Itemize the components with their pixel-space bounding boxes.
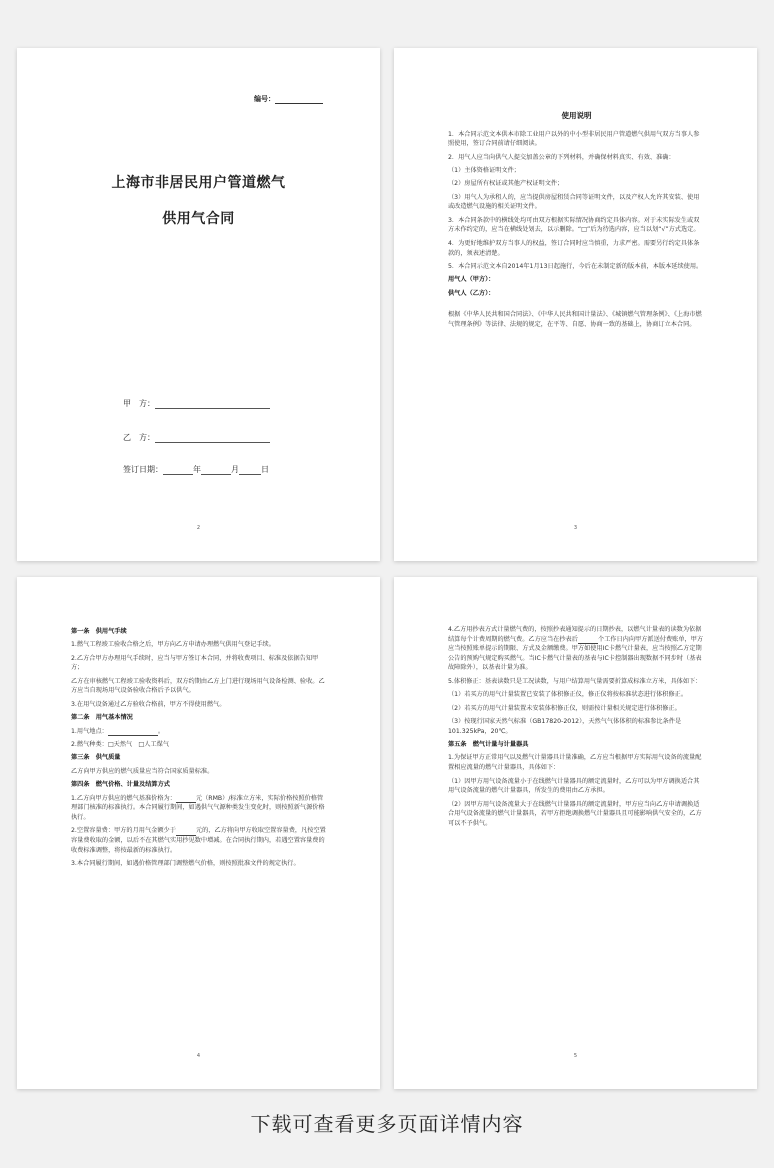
month-label: 月 [231,465,239,474]
article-paragraph: （3）按现行国家天然气标准（GB17820-2012），天然气气体体积的标准参比条件是101.325kPa，20℃。 [448,718,682,735]
vacancy-text-a: 2.空置容量费：甲方的月用气金额少于 [71,827,176,835]
document-page-usage [394,48,757,561]
billing-text-b: 个工作日内向甲方派送付费账单，甲方应当按照账单提示的期限、方式及金额缴费。甲方如使用IC卡燃气计量表，应当按照乙方定期公告的预购气规定购买燃气。当IC卡燃气计量表的基表与IC卡控制器出现数据不同步时（基表故障除外），以基表计量为准。 [448,635,704,672]
contract-title-line1: 上海市非居民用户管道燃气 [111,175,286,191]
usage-paragraph: 2．用气人应当向供气人提交加盖公章的下列材料，并确保材料真实、有效、准确： [448,153,675,161]
article-4-title: 第四条 燃气价格、计量及结算方式 [71,781,170,789]
year-label: 年 [193,465,201,474]
article-paragraph [448,625,705,673]
day-label: 日 [261,465,269,474]
article-5-title: 第五条 燃气计量与计量器具 [448,741,529,749]
page-number: 5 [573,1053,578,1059]
article-paragraph: 3.在用气设备通过乙方验收合格前，甲方不得使用燃气。 [71,700,226,708]
usage-paragraph: （2）房屋所有权证或其他产权证明文件； [448,180,564,188]
usage-paragraph: 5．本合同示范文本自2014年1月13日起施行，今后在未制定新的版本前，本版本延续使用。 [448,262,703,270]
contract-number-label: 编号： [254,95,275,103]
article-paragraph: （1）若买方的用气计量装置已安装了体积修正仪，修正仪将按标准状态进行体积修正。 [448,691,688,699]
usage-body [448,110,705,333]
price-blank [176,797,196,803]
page4-body [71,627,328,872]
party-b-blank [155,435,270,443]
party-a-blank [155,401,270,409]
workday-blank [578,638,598,644]
party-b-field [123,432,270,443]
gas-location: 1.用气地点： 。 [71,727,165,735]
article-paragraph [71,826,328,855]
document-page-articles-2 [394,577,757,1089]
vacancy-text-b: 元的，乙方将向甲方收取空置容量费，凡按空置容量费收取的金额，以后不在其燃气实用抄见数中增减。在合同执行期内，若遇空置容量费的收费标准调整，将按最新的标准执行。 [71,827,326,854]
article-paragraph: （2）若买方的用气计量装置未安装体积修正仪，则需按计量相关规定进行体积修正。 [448,704,681,712]
article-paragraph: 1.燃气工程竣工验收合格之后，甲方向乙方申请办理燃气供用气登记手续。 [71,641,275,649]
page-number: 2 [196,525,201,531]
party-a-label: 甲 方： [123,399,155,408]
sign-date-field [123,464,269,475]
sign-date-label: 签订日期： [123,465,163,474]
vacancy-blank [176,830,196,836]
gas-type: 2.燃气种类：□天然气 □人工煤气 [71,741,170,749]
party-b-heading: 供气人（乙方）： [448,289,495,297]
gas-location-label: 1.用气地点： [71,727,108,735]
usage-heading: 使用说明 [561,111,592,120]
gas-location-blank [108,730,158,736]
article-paragraph: 5.体积修正：基表读数只是工况读数，与用户结算用气量需要折算成标准立方米，具体如下： [448,677,702,685]
document-page-cover [17,48,380,561]
article-paragraph: 3.本合同履行期间，如遇价格管理部门调整燃气价格，则按照批准文件的规定执行。 [71,859,300,867]
page-number: 4 [196,1053,201,1059]
article-paragraph: （1）因甲方用气设备流量小于在线燃气计量器具的额定流量时，乙方可以为甲方调换适合其用气设备流量的燃气计量器具，所发生的费用由乙方承担。 [448,777,700,795]
document-page-articles-1 [17,577,380,1089]
usage-paragraph: 3．本合同条款中的横线处均可由双方根据实际情况协商约定具体内容。对于未实际发生或双方未作约定的，应当在横线处划去，以示删除。“□”后为待选内容，应当以划“√”方式选定。 [448,216,700,234]
party-b-label: 乙 方： [123,433,155,442]
article-3-title: 第三条 供气质量 [71,754,121,762]
contract-basis: 根据《中华人民共和国合同法》、《中华人民共和国计量法》、《城镇燃气管理条例》、《上海市燃气管理条例》等法律、法规的规定，在平等、自愿、协商一致的基础上，协商订立本合同。 [448,311,702,328]
usage-paragraph: 1．本合同示范文本供本市除工业用户以外的中小型非居民用户管道燃气供用气双方当事人参照使用，签订合同前请仔细阅读。 [448,130,700,148]
day-blank [239,467,261,475]
article-paragraph: 乙方在审核燃气工程竣工验收资料后，双方约期由乙方上门进行现场用气设备检测、验收。乙方应当自现场用气设备验收合格后予以供气。 [71,677,325,695]
usage-paragraph: （1）主体资格证明文件； [448,167,520,175]
page-number: 3 [573,525,578,531]
article-1-title: 第一条 供用气手续 [71,628,127,635]
article-paragraph: 乙方向甲方供应的燃气质量应当符合国家质量标准。 [71,767,214,775]
month-blank [201,467,231,475]
article-paragraph: 1.为保证甲方正常用气以及燃气计量器具计量准确，乙方应当根据甲方实际用气设备的流量配置相应流量的燃气计量器具，具体如下： [448,754,702,772]
usage-paragraph: 4．为更好地维护双方当事人的权益，签订合同时应当慎重，力求严密。需要另行约定具体条款的，须表述清楚。 [448,239,700,257]
price-text-a: 1.乙方向甲方供应的燃气基准价格为： [71,794,176,802]
article-2-title: 第二条 用气基本情况 [71,714,133,722]
party-a-field [123,398,270,409]
contract-number-blank [275,96,323,104]
price-text-b: 元（RMB）/标准立方米，实际价格按照价格管理部门核准的标准执行。本合同履行期间，如遇供气气源种类发生变化时，则按照新气源价格执行。 [71,794,325,821]
article-paragraph [71,794,328,823]
contract-title-line2: 供用气合同 [162,211,235,227]
download-more-banner[interactable]: 下载可查看更多页面详情内容 [250,1112,524,1136]
contract-number-field [254,94,323,104]
year-blank [163,467,193,475]
usage-paragraph: （3）用气人为承租人的，应当提供房屋租赁合同等证明文件，以及产权人允许其安装、使用或改造燃气设施的相关证明文件。 [448,193,700,211]
party-a-heading: 用气人（甲方）： [448,276,495,284]
page5-body [448,625,705,832]
article-paragraph: 2.乙方合甲方办理用气手续时，应当与甲方签订本合同，并将收费项目、标准及依据告知甲方； [71,654,319,672]
billing-text-a: 4.乙方用抄表方式计量燃气费的，按照抄表通知提示的日期抄表，以燃气计量表的读数为依据结算每个计费周期的燃气费。乙方应当在抄表后 [448,626,702,643]
article-paragraph: （2）因甲方用气设备流量大于在线燃气计量器具的额定流量时，甲方应当向乙方申请调换适合用气设备流量的燃气计量器具，若甲方拒绝调换燃气计量器具且可能影响供气安全的，乙方可以不予供气。 [448,800,702,827]
